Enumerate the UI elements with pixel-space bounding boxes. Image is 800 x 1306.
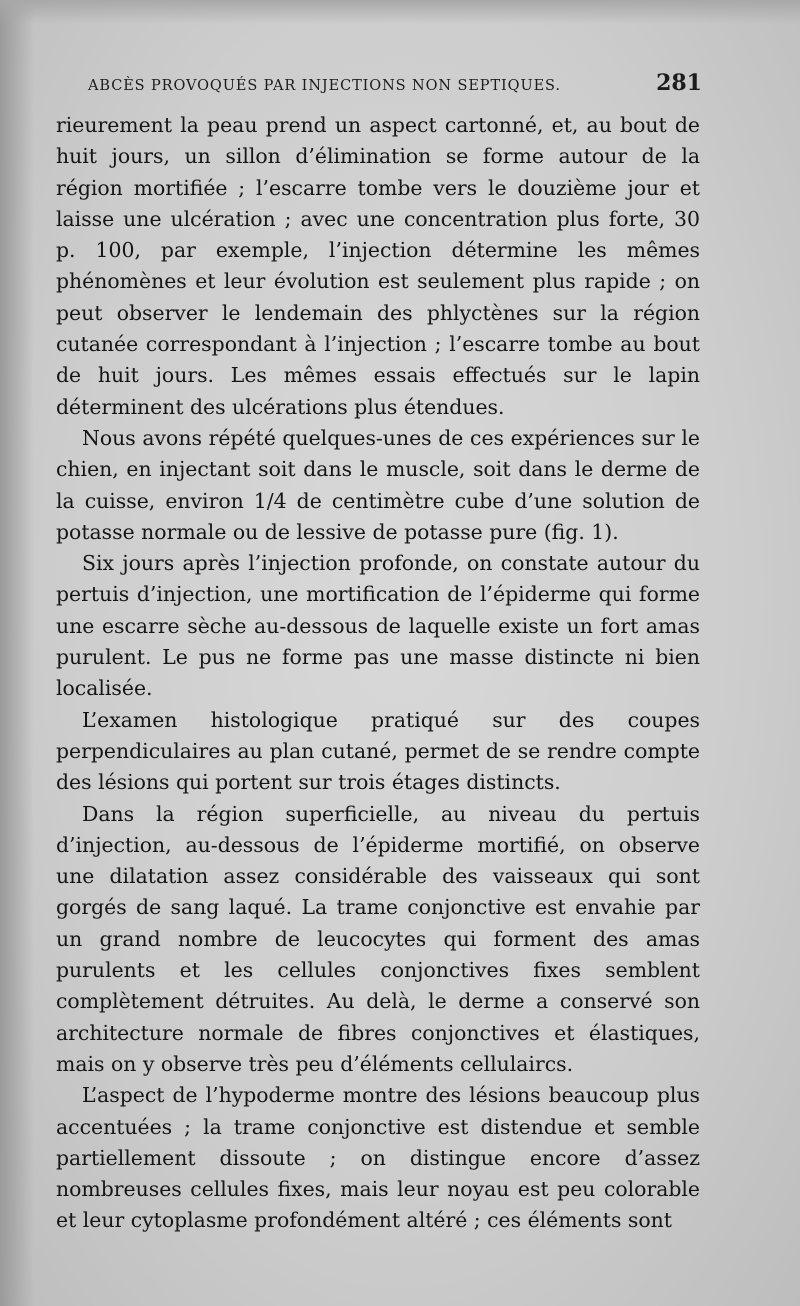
binding-shadow xyxy=(0,0,34,1306)
paragraph: Six jours après l’injection profonde, on constate autour du pertuis d’injection, une mortification de l’épiderme qui forme une escarre sèche au-dessous de laquelle existe un fort amas purulent. Le pus ne forme pas une masse distincte ni bien localisée. xyxy=(56,551,700,701)
paragraph: Nous avons répété quelques-unes de ces expériences sur le chien, en injectant soit dans le muscle, soit dans le derme de la cuisse, environ 1/4 de centimètre cube d’une solution de potasse normale ou de lessive de potasse pure (fig. 1). xyxy=(56,425,700,544)
body-text xyxy=(56,110,700,1237)
paragraph: L’examen histologique pratiqué sur des coupes perpendiculaires au plan cutané, permet de se rendre compte des lésions qui portent sur trois étages distincts. xyxy=(56,707,700,795)
page-header xyxy=(88,70,708,100)
running-head: ABCÈS PROVOQUÉS PAR INJECTIONS NON SEPTIQUES. xyxy=(88,78,561,94)
paragraph: L’aspect de l’hypoderme montre des lésions beaucoup plus accentuées ; la trame conjonctive est distendue et semble partiellement dissoute ; on distingue encore d’assez nombreuses cellules fixes, mais leur noyau est peu colorable et leur cytoplasme profondément altéré ; ces éléments sont xyxy=(56,1083,700,1233)
top-edge-shadow xyxy=(0,0,800,24)
paragraph: Dans la région superficielle, au niveau du pertuis d’injection, au-dessous de l’épiderme mortifié, on observe une dilatation assez considérable des vaisseaux qui sont gorgés de sang laqué. La trame conjonctive est envahie par un grand nombre de leucocytes qui forment des amas purulents et les cellules conjonctives fixes semblent complètement détruites. Au delà, le derme a conservé son architecture normale de fibres conjonctives et élastiques, mais on y observe très peu d’éléments cellulaircs. xyxy=(56,801,700,1076)
page-number: 281 xyxy=(656,70,702,96)
paragraph-continued: rieurement la peau prend un aspect cartonné, et, au bout de huit jours, un sillon d’élimination se forme autour de la région mortifiée ; l’escarre tombe vers le douzième jour et laisse une ulcération ; avec une concentration plus forte, 30 p. 100, par exemple, l’injection détermine les mêmes phénomènes et leur évolution est seulement plus rapide ; on peut observer le lendemain des phlyctènes sur la région cutanée correspondant à l’injection ; l’escarre tombe au bout de huit jours. Les mêmes essais effectués sur le lapin déterminent des ulcérations plus étendues. xyxy=(56,113,700,419)
